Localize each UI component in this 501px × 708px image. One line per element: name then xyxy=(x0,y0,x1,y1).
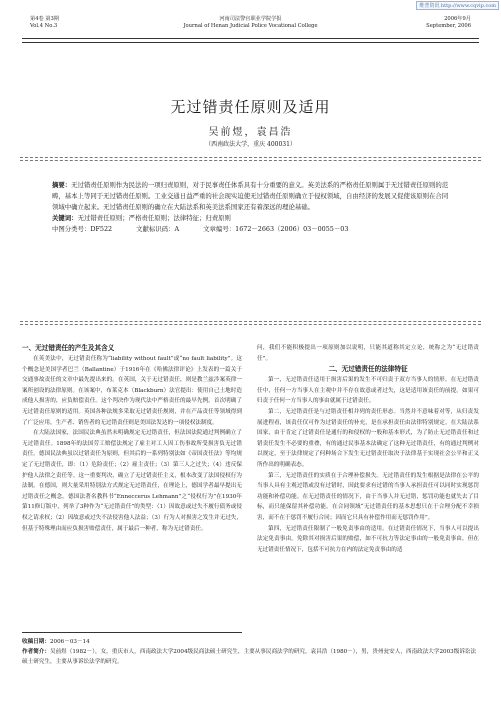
paper-title: 无过错责任原则及适用 xyxy=(170,98,331,116)
keywords xyxy=(52,213,449,224)
author-bio xyxy=(22,647,479,667)
journal-cn: 河南司法警官职业学院学报 xyxy=(219,16,282,22)
divider-top-2 xyxy=(20,160,481,161)
abstract-block xyxy=(52,180,449,235)
divider-bottom xyxy=(20,321,481,322)
paragraph: 问，我们不能积极提出一项原则加以说明，只能其道称其定立论，统称之为“无过错责任”。 xyxy=(257,345,479,362)
received-date xyxy=(22,637,479,647)
keywords-text: 无过错责任原则；严格责任原则；法律特征；归责原则 xyxy=(77,214,231,222)
paragraph: 第二，无过错责任是与过错责任相并列的责任形态。当然并不意味着对等，从归责发展进程看，该责任仅可作为过错责任的补充，是在承担责任由法律特别规定。在大陆法系国家，由于肯定了过错责任是通行的和侵权的一般和基本形式，为了防止无过错责任和过错责任发生不必要的重叠，有的通过民事基本法确定了这种无过错责任，有的通过判例对以规定，至于法律规定了何种场合下发生无过错责任取决于法律基于实现社会公平和正义所作出的明确表态。 xyxy=(257,408,479,468)
article-meta xyxy=(52,224,449,235)
date-cn: 2006年9月 xyxy=(444,16,471,22)
abstract xyxy=(52,180,449,213)
section-heading-2: 二、无过错责任的法律特征 xyxy=(328,365,408,374)
bio-text: 吴前煜（1982－），女，重庆市人，西南政法大学2004级民商法硕士研究生，主要从事民商法学的研究。袁昌浩（1980－），男，贵州瓮安人，西南政法大学2003级诉讼法硕士研究生，主要从事诉讼法学的研究。 xyxy=(22,649,477,665)
divider-top xyxy=(20,157,481,158)
journal-name xyxy=(22,16,479,30)
issue-cn: 第4卷 第3期 xyxy=(30,16,59,22)
paragraph: 在大陆法国家，法国民法典虽然未明确规定无过错责任，但法国法院通过判例确立了无过错责任。1898年的法国劳工赔偿法规定了雇主对工人因工伤事故所受损害负无过错责任。德国民法典虽以过错责任为原则，但其后的一系列特别法如《帝国责任法》等均规定了无过错责任，即：（1）危险责任；（2）雇主责任；（3）第三人之过失；（4）违反保护他人法律之责任等。这一重要判决，确立了无过错责任主义，根本改变了法国侵权行为法制。在德国，则大量采用特别法方式规定无过错责任，在理论上，德国学者最早提出无过错责任之概念。德国法著名教科书“Enneccerus Lehmann”之“侵权行为”在1930年第11修订版中，列举了3种作为“无过错责任”的类型：（1）因故意或过失不履行债务或侵权之请求权；（2）因故意或过失不法侵害他人法益；（3）行为人对损害之发生并无过失，但基于特殊理由而应负损害赔偿责任，属于最后一种者，称为无过错责任。 xyxy=(22,430,242,532)
received-label: 收稿日期： xyxy=(22,639,50,645)
divider-bottom-2 xyxy=(20,324,481,325)
footnote-rule xyxy=(22,632,242,633)
paragraph: 第四，无过错责任限制了一般免责事由的适用。在过错责任情况下，当事人可以提出法定免责事由，免除其对损害后果的赔偿，如不可抗力等法定事由的一般免责事由，但在无过错责任情况下，包括不可抗力在内的法定免责事由的适 xyxy=(257,525,479,553)
paragraph: 第三，无过错责任的实质在于合理补偿损失。无过错责任的发生根据是法律在公平的当事人具有主观过错或没有过错时，因此要求有过错的当事人承担责任可以同时实现惩罚功能和补偿功能。在无过错责任的情况下，由于当事人并无过错，惩罚功能也就失去了目标，而只能保留其补偿功能。在合同领域“无过错责任的基本思想只在于合理分配不幸损害，而不在于惩罚不履行合同；因而它只具有补偿作用而无惩罚作用”。 xyxy=(257,472,479,521)
bio-label: 作者简介： xyxy=(22,649,50,655)
header-rule xyxy=(22,38,479,43)
site-watermark: 维普资讯 http://www.cqvip.com xyxy=(416,1,499,10)
paper-authors: 吴前煜，袁昌浩 xyxy=(208,127,293,138)
paragraph: 第一，无过错责任适用于损害后果的发生不可归责于双方当事人的情形。在无过错责任中，任何一方当事人在主观中并不存在故意或者过失，这是适用该责任的前提。如果可归责于任何一方当事人的事由就属于过错责任。 xyxy=(257,377,479,405)
clc-number: 中图分类号：DF522 xyxy=(52,225,113,233)
issue-en: Vol.4 No.3 xyxy=(30,23,58,29)
left-column xyxy=(22,343,242,534)
paper-affiliation: （西南政法大学，重庆 400031） xyxy=(205,141,296,148)
received-value: 2006－03－14 xyxy=(49,639,90,645)
keywords-label: 关键词： xyxy=(52,214,78,222)
date-en: September, 2006 xyxy=(426,23,471,29)
abstract-text: 无过错责任原则作为民法的一项归责原则，对于民事责任体系具有十分重要的意义。英美法系的严格责任原则属于无过错责任原则的范畴，基本上等同于无过错责任原则。工业交通日益严重的社会现实迫使无过错责任原则确立于侵权领域，自由经济的发展又促使该原则在合同领域中确立起来。无过错责任原则的确立在大陆法系和英美法系国家还有着深远的理论基础。 xyxy=(52,181,449,211)
issue-date xyxy=(426,16,471,30)
journal-en: Journal of Henan Judicial Police Vocational College xyxy=(183,23,318,29)
footnote xyxy=(22,637,479,667)
paragraph: 在英美法中，无过错责任称为“liability without fault”或“no fault liability”。这个概念是美国学者巴兰（Ballantine）于1916年在《哈佛法律评论》上发表的一篇关于交通事故责任的文章中最先提出来的。在英国，关于无过错责任，则是教兰兹涉案英律一案所创设的法律原则。在该案中，布莱克本（Blackburn）法官提出：使用自己土地时造成他人损害的，应负赔偿责任。这个判决作为现代法中严格责任的最早先例，首次明确了无过错责任原则的适用。英国各种法规多采取无过错责任规则，并在产品责任等领域得到了广泛应用，生产者、销售者的无过错责任则是美国法发达的一项侵权法制度。 xyxy=(22,356,242,426)
journal-header xyxy=(22,16,479,40)
document-code: 文献标识码：A xyxy=(136,225,180,233)
right-column xyxy=(257,343,479,555)
abstract-label: 摘要： xyxy=(52,181,72,189)
article-number: 文章编号：1672－2663（2006）03－0055－03 xyxy=(203,225,349,233)
section-heading-1: 一、无过错责任的产生及其含义 xyxy=(22,344,115,352)
